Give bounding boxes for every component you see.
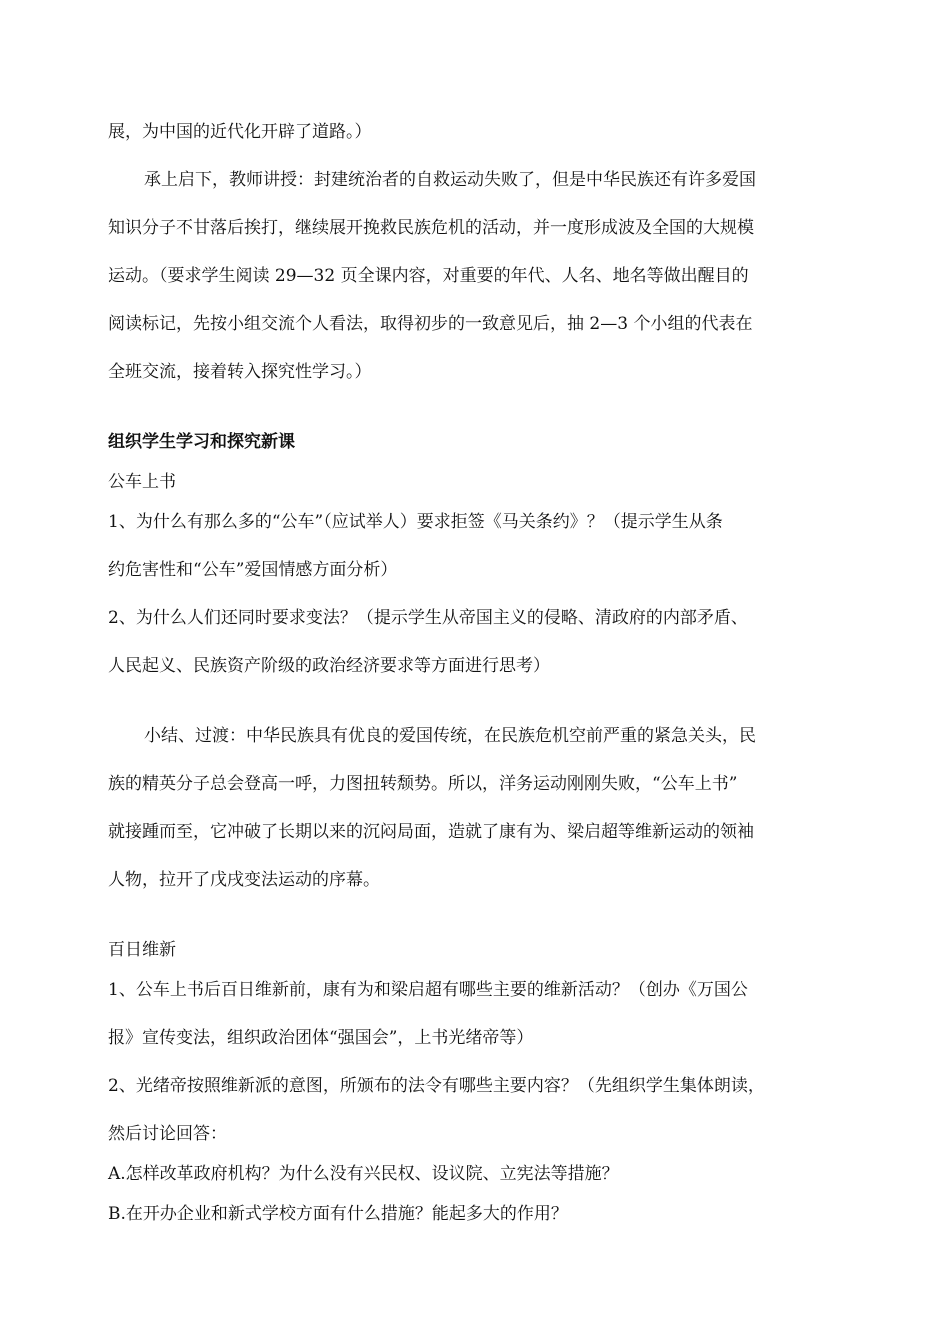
subsection-title: 公车上书 xyxy=(108,472,176,492)
question-line: 1、公车上书后百日维新前，康有为和梁启超有哪些主要的维新活动？（创办《万国公 xyxy=(108,980,748,1000)
question-line: 然后讨论回答： xyxy=(108,1124,227,1144)
summary-line: 小结、过渡：中华民族具有优良的爱国传统，在民族危机空前严重的紧急关头，民 xyxy=(144,726,756,746)
question-line: 2、光绪帝按照维新派的意图，所颁布的法令有哪些主要内容？（先组织学生集体朗读， xyxy=(108,1076,765,1096)
document-page xyxy=(108,112,843,1234)
subsection-title: 百日维新 xyxy=(108,940,176,960)
summary-line: 就接踵而至，它冲破了长期以来的沉闷局面，造就了康有为、梁启超等维新运动的领袖 xyxy=(108,822,754,842)
question-line: 1、为什么有那么多的“公车”（应试举人）要求拒签《马关条约》？（提示学生从条 xyxy=(108,512,723,532)
spacer xyxy=(108,694,843,716)
section-heading: 组织学生学习和探究新课 xyxy=(108,432,295,452)
paragraph-line: 承上启下，教师讲授：封建统治者的自救运动失败了，但是中华民族还有许多爱国 xyxy=(144,170,756,190)
question-line: 2、为什么人们还同时要求变法？（提示学生从帝国主义的侵略、清政府的内部矛盾、 xyxy=(108,608,748,628)
question-line: 人民起义、民族资产阶级的政治经济要求等方面进行思考） xyxy=(108,656,550,676)
summary-line: 族的精英分子总会登高一呼，力图扭转颓势。所以，洋务运动刚刚失败，“公车上书” xyxy=(108,774,738,794)
sub-question-line: A.怎样改革政府机构？为什么没有兴民权、设议院、立宪法等措施？ xyxy=(108,1164,619,1184)
paragraph-line: 全班交流，接着转入探究性学习。） xyxy=(108,362,372,382)
question-line: 报》宣传变法，组织政治团体“强国会”，上书光绪帝等） xyxy=(108,1028,534,1048)
paragraph-line: 展，为中国的近代化开辟了道路。） xyxy=(108,122,372,142)
paragraph-line: 运动。（要求学生阅读 29—32 页全课内容，对重要的年代、人名、地名等做出醒目的 xyxy=(108,266,749,286)
spacer xyxy=(108,908,843,930)
summary-line: 人物，拉开了戊戌变法运动的序幕。 xyxy=(108,870,380,890)
paragraph-line: 知识分子不甘落后挨打，继续展开挽救民族危机的活动，并一度形成波及全国的大规模 xyxy=(108,218,754,238)
question-line: 约危害性和“公车”爱国情感方面分析） xyxy=(108,560,398,580)
paragraph-line: 阅读标记，先按小组交流个人看法，取得初步的一致意见后，抽 2—3 个小组的代表在 xyxy=(108,314,753,334)
sub-question-line: B.在开办企业和新式学校方面有什么措施？能起多大的作用？ xyxy=(108,1204,568,1224)
spacer xyxy=(108,400,843,422)
